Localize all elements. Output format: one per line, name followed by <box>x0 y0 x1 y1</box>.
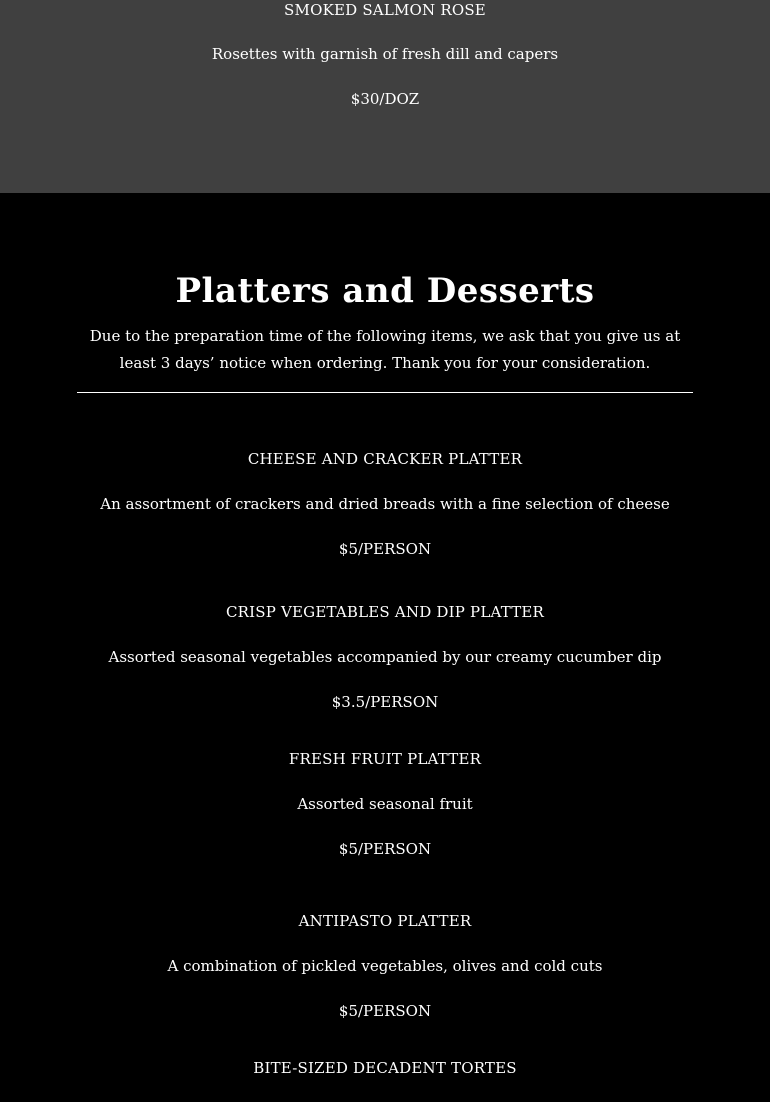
menu-item-description: An assortment of crackers and dried breads with a fine selection of cheese <box>100 495 670 513</box>
menu-item-name: CHEESE AND CRACKER PLATTER <box>247 450 523 468</box>
menu-item-description: Rosettes with garnish of fresh dill and capers <box>211 45 559 63</box>
menu-item-price: $5/PERSON <box>338 540 432 558</box>
menu-item-price: $5/PERSON <box>338 1002 432 1020</box>
previous-menu-section <box>0 0 770 193</box>
menu-item-description: Assorted seasonal fruit <box>297 795 473 813</box>
menu-item-description: A combination of pickled vegetables, olives and cold cuts <box>167 957 603 975</box>
menu-item-name: ANTIPASTO PLATTER <box>298 912 472 930</box>
section-notice: Due to the preparation time of the following items, we ask that you give us at least 3 days’ notice when ordering. Thank you for your consideration. <box>89 327 681 372</box>
menu-item-name: FRESH FRUIT PLATTER <box>288 750 482 768</box>
section-divider <box>77 392 693 393</box>
menu-item-description: Assorted seasonal vegetables accompanied by our creamy cucumber dip <box>108 648 662 666</box>
platters-and-desserts-section <box>0 193 770 1102</box>
menu-item-price: $5/PERSON <box>338 840 432 858</box>
menu-item-price: $30/DOZ <box>350 90 420 108</box>
menu-item-name: CRISP VEGETABLES AND DIP PLATTER <box>225 603 545 621</box>
section-title: Platters and Desserts <box>175 271 595 311</box>
menu-item-price: $3.5/PERSON <box>331 693 439 711</box>
menu-item-name: SMOKED SALMON ROSE <box>284 1 486 19</box>
menu-item-name: BITE-SIZED DECADENT TORTES <box>253 1059 517 1077</box>
